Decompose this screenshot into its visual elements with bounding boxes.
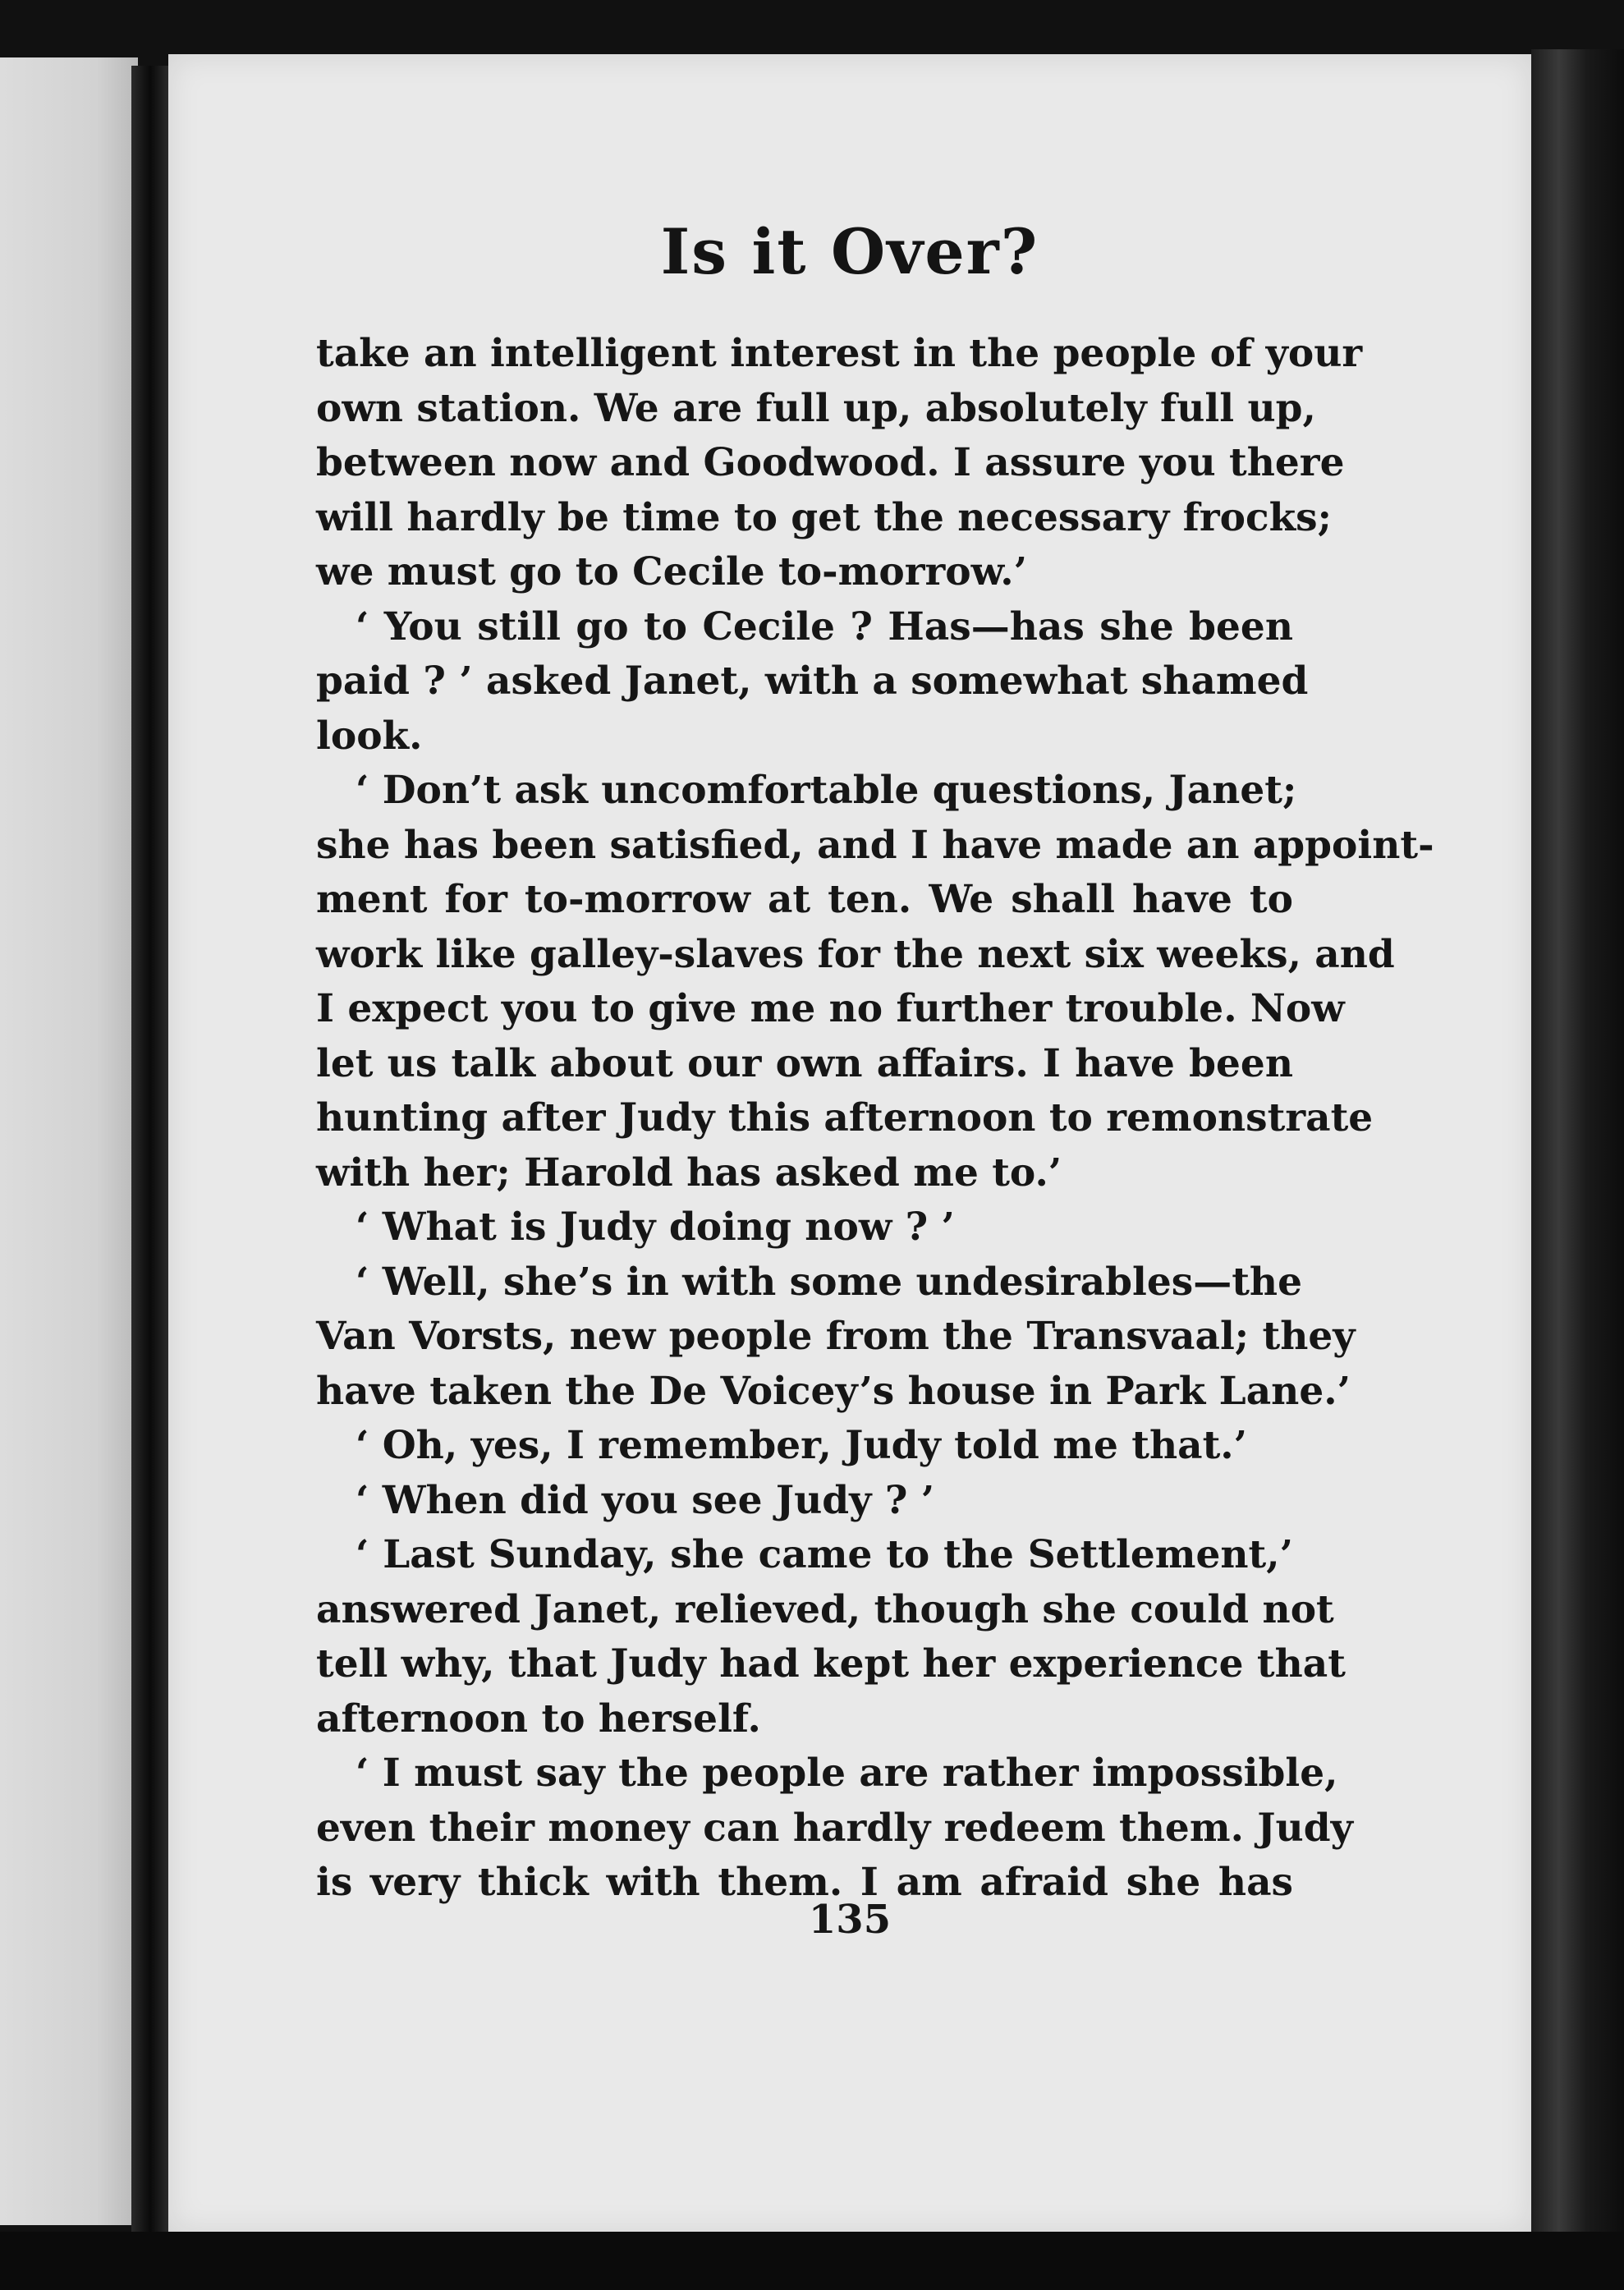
text-line: ‘ Last Sunday, she came to the Settlement,’ (356, 1532, 1293, 1577)
text-line: take an intelligent interest in the people of your (316, 331, 1363, 376)
running-head: Is it Over? (660, 215, 1039, 288)
text-line: ‘ Oh, yes, I remember, Judy told me that.’ (356, 1423, 1248, 1468)
text-line: ‘ When did you see Judy ? ’ (356, 1477, 935, 1523)
text-line: ‘ Don’t ask uncomfortable questions, Janet; (356, 768, 1297, 813)
text-line: between now and Goodwood. I assure you there (316, 440, 1345, 485)
text-line: paid ? ’ asked Janet, with a somewhat shamed (316, 659, 1309, 704)
facing-page-edge (0, 57, 138, 2225)
text-line: answered Janet, relieved, though she could not (316, 1586, 1334, 1632)
page-number: 135 (808, 1897, 892, 1943)
page-stack-edge (1531, 49, 1624, 2250)
text-line: have taken the De Voicey’s house in Park Lane.’ (316, 1368, 1351, 1414)
text-line: ‘ You still go to Cecile ? Has—has she been (356, 603, 1293, 649)
text-line: will hardly be time to get the necessary frocks; (316, 494, 1332, 540)
text-line: even their money can hardly redeem them. Judy (316, 1805, 1353, 1851)
text-line: Van Vorsts, new people from the Transvaal; they (316, 1314, 1356, 1359)
text-line: ‘ I must say the people are rather impossible, (356, 1751, 1338, 1796)
book-gutter (131, 66, 169, 2242)
text-line: tell why, that Judy had kept her experience that (316, 1641, 1346, 1687)
text-line: we must go to Cecile to-morrow.’ (316, 549, 1028, 594)
scan-border (0, 2232, 1624, 2290)
text-line: own station. We are full up, absolutely full up, (316, 385, 1316, 431)
text-line: let us talk about our own affairs. I have been (316, 1040, 1293, 1086)
body-text (316, 327, 1434, 1911)
text-line: hunting after Judy this afternoon to remonstrate (316, 1095, 1374, 1140)
text-line: afternoon to herself. (316, 1696, 761, 1742)
text-line: look. (316, 713, 423, 759)
text-line: with her; Harold has asked me to.’ (316, 1150, 1062, 1195)
text-line: work like galley-slaves for the next six weeks, and (316, 931, 1395, 977)
text-line: ‘ What is Judy doing now ? ’ (356, 1205, 955, 1250)
text-line: is very thick with them. I am afraid she has (316, 1860, 1293, 1905)
text-line: ‘ Well, she’s in with some undesirables—the (356, 1259, 1302, 1305)
text-line: ment for to-morrow at ten. We shall have to (316, 877, 1293, 922)
text-line: I expect you to give me no further trouble. Now (316, 986, 1345, 1031)
text-line: she has been satisfied, and I have made an appoint- (316, 822, 1434, 868)
